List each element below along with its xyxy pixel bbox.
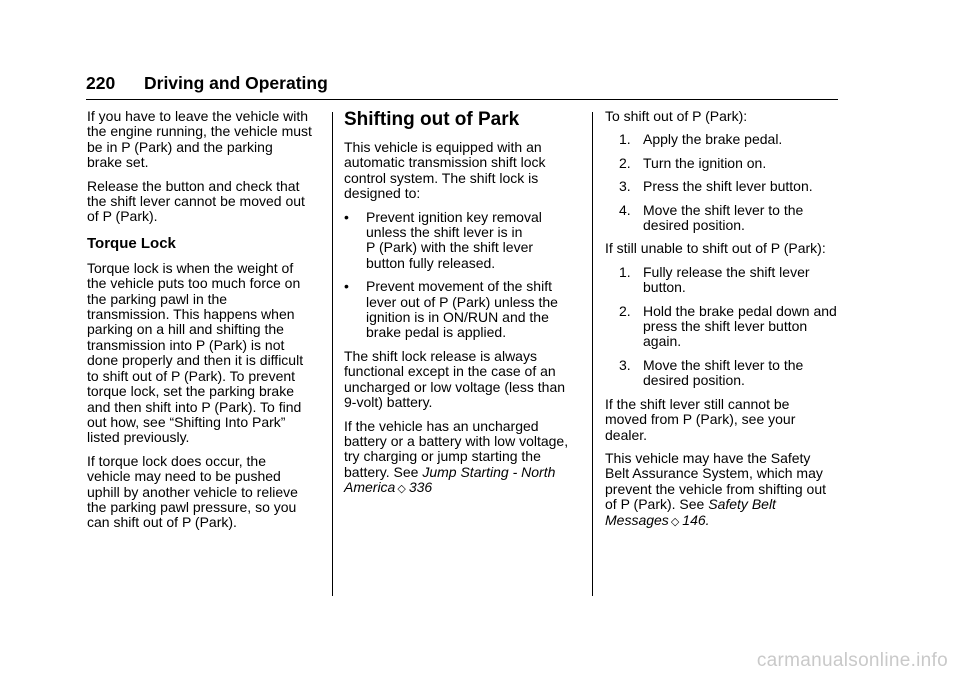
paragraph: If torque lock does occur, the vehicle may need to be pushed uphill by another vehicle to relieve the parking pawl pressure, so you can shift out of P (Park). xyxy=(87,452,298,531)
list-item: 1. Apply the brake pedal. xyxy=(619,131,783,148)
bullet-icon: • xyxy=(344,208,349,225)
list-item: 3. Press the shift lever button. xyxy=(619,178,813,195)
safety-belt-messages-link[interactable]: Safety Belt xyxy=(708,496,776,513)
page-reference[interactable]: 336 xyxy=(408,479,433,496)
jump-starting-link[interactable]: America xyxy=(344,479,396,496)
page-reference[interactable]: 146 xyxy=(682,511,706,528)
bullet-icon: • xyxy=(344,278,349,295)
heading-shifting-out-of-park: Shifting out of Park xyxy=(344,109,520,130)
left-column xyxy=(87,109,327,539)
right-column xyxy=(605,109,841,538)
paragraph: This vehicle may have the Safety Belt Assurance System, which may prevent the vehicle from shifting out of P (Park). See Safety Belt Messages ◇ 146. xyxy=(605,449,827,528)
paragraph: Torque lock is when the weight of the vehicle puts too much force on the parking pawl in the transmission. This happens when parking on a hill and shifting the transmission into P (Park) is not done properly and then it is difficult to shift out of P (Park). To prevent torque lock, set the parking brake and then shift into P (Park). To find out how, see “Shifting Into Park” listed previously. xyxy=(87,259,304,446)
list-item: 3. Move the shift lever to the desired position. xyxy=(619,356,804,389)
page-reference-icon: ◇ xyxy=(670,515,680,528)
section-title: Driving and Operating xyxy=(144,73,328,93)
watermark: carmanualsonline.info xyxy=(756,650,948,671)
paragraph: If still unable to shift out of P (Park): xyxy=(605,240,826,257)
paragraph: Release the button and check that the shift lever cannot be moved out of P (Park). xyxy=(87,177,305,225)
column-divider xyxy=(332,112,333,596)
bullet-item: • Prevent movement of the shift lever out of P (Park) unless the ignition is in ON/RUN and the brake pedal is applied. xyxy=(344,278,558,341)
list-item: 4. Move the shift lever to the desired position. xyxy=(619,201,804,234)
column-divider xyxy=(592,112,593,596)
list-item: 1. Fully release the shift lever button. xyxy=(619,263,810,296)
paragraph: To shift out of P (Park): xyxy=(605,108,748,124)
paragraph: If the shift lever still cannot be moved from P (Park), see your dealer. xyxy=(605,395,796,443)
page-header xyxy=(86,71,838,100)
middle-column xyxy=(344,109,584,506)
paragraph: This vehicle is equipped with an automatic transmission shift lock control system. The shift lock is designed to: xyxy=(344,139,546,202)
safety-belt-messages-link[interactable]: Messages xyxy=(605,511,669,528)
subheading-torque-lock: Torque Lock xyxy=(87,234,176,252)
bullet-item: • Prevent ignition key removal unless the shift lever is in P (Park) with the shift lever button fully released. xyxy=(344,208,542,271)
paragraph: If the vehicle has an uncharged battery or a battery with low voltage, try charging or jump starting the battery. See Jump Starting - North America ◇ 336 xyxy=(344,417,569,496)
list-item: 2. Hold the brake pedal down and press the shift lever button again. xyxy=(619,302,837,350)
page-number: 220 xyxy=(86,73,116,93)
page-reference-icon: ◇ xyxy=(397,483,406,496)
paragraph: The shift lock release is always functional except in the case of an uncharged or low voltage (less than 9-volt) battery. xyxy=(344,347,566,411)
list-item: 2. Turn the ignition on. xyxy=(619,154,767,171)
paragraph: If you have to leave the vehicle with the engine running, the vehicle must be in P (Park) and the parking brake set. xyxy=(87,108,312,171)
jump-starting-link[interactable]: Jump Starting - North xyxy=(422,463,556,480)
